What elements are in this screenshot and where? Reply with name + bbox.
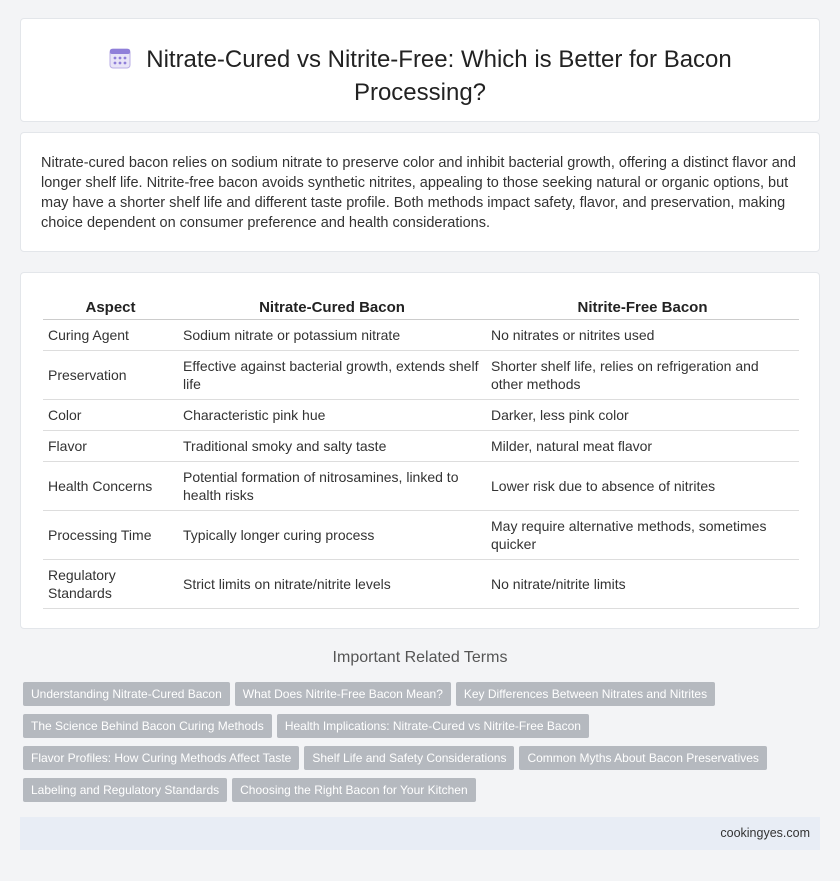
- cell-nitrite-free: Shorter shelf life, relies on refrigeration and other methods: [486, 351, 799, 400]
- related-terms-list: [23, 682, 823, 810]
- header-nitrate-cured: Nitrate-Cured Bacon: [178, 295, 486, 320]
- cell-nitrate: Effective against bacterial growth, extends shelf life: [178, 351, 486, 400]
- cell-nitrate: Sodium nitrate or potassium nitrate: [178, 320, 486, 351]
- header-aspect: Aspect: [43, 295, 178, 320]
- calendar-icon: [108, 46, 132, 78]
- cell-nitrate: Traditional smoky and salty taste: [178, 431, 486, 462]
- cell-nitrate: Strict limits on nitrate/nitrite levels: [178, 560, 486, 609]
- related-term-tag[interactable]: Labeling and Regulatory Standards: [23, 778, 227, 802]
- cell-nitrate: Typically longer curing process: [178, 511, 486, 560]
- cell-aspect: Processing Time: [43, 511, 178, 560]
- intro-card: [20, 132, 820, 252]
- comparison-table-card: [20, 272, 820, 629]
- cell-nitrite-free: May require alternative methods, sometimes quicker: [486, 511, 799, 560]
- related-term-tag[interactable]: The Science Behind Bacon Curing Methods: [23, 714, 272, 738]
- cell-aspect: Preservation: [43, 351, 178, 400]
- cell-nitrite-free: Darker, less pink color: [486, 400, 799, 431]
- table-row: [43, 560, 799, 609]
- table-header-row: [43, 295, 799, 320]
- related-term-tag[interactable]: What Does Nitrite-Free Bacon Mean?: [235, 682, 451, 706]
- related-term-tag[interactable]: Flavor Profiles: How Curing Methods Affect Taste: [23, 746, 299, 770]
- cell-nitrite-free: No nitrates or nitrites used: [486, 320, 799, 351]
- comparison-table: [43, 295, 799, 609]
- cell-nitrite-free: No nitrate/nitrite limits: [486, 560, 799, 609]
- related-term-tag[interactable]: Key Differences Between Nitrates and Nitrites: [456, 682, 715, 706]
- header-nitrite-free: Nitrite-Free Bacon: [486, 295, 799, 320]
- cell-aspect: Regulatory Standards: [43, 560, 178, 609]
- related-term-tag[interactable]: Understanding Nitrate-Cured Bacon: [23, 682, 230, 706]
- cell-aspect: Flavor: [43, 431, 178, 462]
- cell-nitrate: Characteristic pink hue: [178, 400, 486, 431]
- table-row: [43, 400, 799, 431]
- cell-aspect: Color: [43, 400, 178, 431]
- page-title: [21, 45, 819, 108]
- cell-aspect: Health Concerns: [43, 462, 178, 511]
- related-terms-title: Important Related Terms: [332, 649, 508, 666]
- page-title-text: Nitrate-Cured vs Nitrite-Free: Which is Better for Bacon Processing?: [146, 46, 732, 106]
- related-term-tag[interactable]: Shelf Life and Safety Considerations: [304, 746, 514, 770]
- table-row: [43, 462, 799, 511]
- table-row: [43, 320, 799, 351]
- footer-site-link[interactable]: cookingyes.com: [720, 826, 810, 840]
- table-row: [43, 511, 799, 560]
- cell-aspect: Curing Agent: [43, 320, 178, 351]
- related-term-tag[interactable]: Health Implications: Nitrate-Cured vs Nitrite-Free Bacon: [277, 714, 589, 738]
- table-row: [43, 351, 799, 400]
- table-row: [43, 431, 799, 462]
- cell-nitrite-free: Lower risk due to absence of nitrites: [486, 462, 799, 511]
- intro-text: Nitrate-cured bacon relies on sodium nitrate to preserve color and inhibit bacterial growth, offering a distinct flavor and longer shelf life. Nitrite-free bacon avoids synthetic nitrites, appealing to those seeking natural or organic options, but may have a shorter shelf life and different taste profile. Both methods impact safety, flavor, and preservation, making choice dependent on consumer preference and health considerations.: [41, 155, 796, 231]
- header-card: [20, 18, 820, 122]
- cell-nitrite-free: Milder, natural meat flavor: [486, 431, 799, 462]
- footer: [20, 817, 820, 850]
- related-term-tag[interactable]: Choosing the Right Bacon for Your Kitchen: [232, 778, 475, 802]
- cell-nitrate: Potential formation of nitrosamines, linked to health risks: [178, 462, 486, 511]
- related-term-tag[interactable]: Common Myths About Bacon Preservatives: [519, 746, 766, 770]
